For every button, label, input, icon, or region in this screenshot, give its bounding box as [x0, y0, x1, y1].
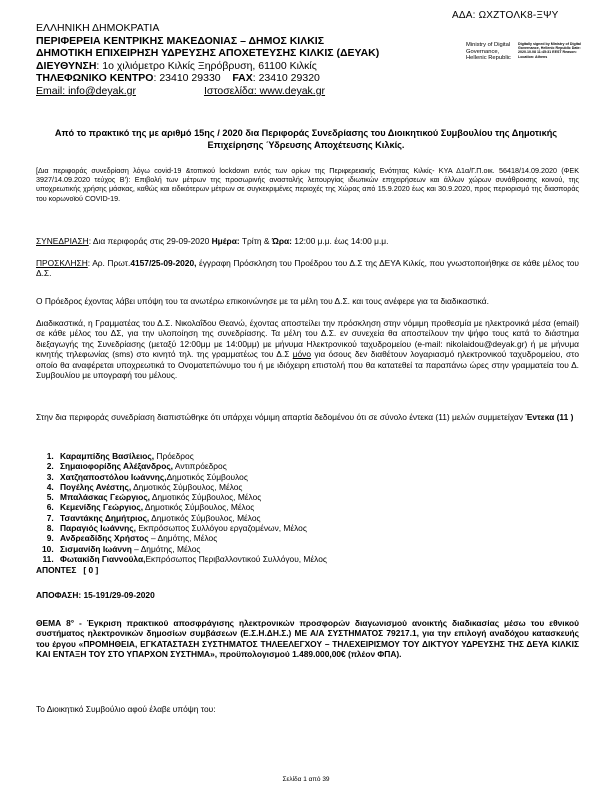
member-item: 5. Μπαλάσκας Γεώργιος, Δημοτικός Σύμβουλος, Μέλος: [56, 492, 327, 502]
member-item: 10. Σισμανίδη Ιωάννη – Δημότης, Μέλος: [56, 544, 327, 554]
document-title: Από το πρακτικό της με αριθμό 15ης / 2020 δια Περιφοράς Συνεδρίασης του Διοικητικού Συμβουλίου της Δημοτικής Επιχείρησης Ύδρευσης Αποχέτευσης Κιλκίς.: [54, 128, 558, 150]
letterhead-contact: [36, 85, 376, 98]
paragraph-procedure: Διαδικαστικά, η Γραμματέας του Δ.Σ. Νικολαΐδου Θεανώ, έχοντας αποστείλει την πρόσκληση στην νόμιμη προθεσμία με ηλεκτρονικά μέσα (email) σε κάθε μέλος του ΔΣ, για την υλοποίηση της συνεδρίασης. Τα μέλη του Δ.Σ. εν συνεχεία θα αποστείλουν την ψήφο τους κατά το διάστημα διεξαγωγής της Συνεδρίασης (μεταξύ 12:00μμ με 14:00μμ) με μήνυμα Ηλεκτρονικού ταχυδρομείου (e-mail: nikolaidou@deyak.gr) ή με μήνυμα κινητής τηλεφωνίας (sms) στο κινητό τηλ. της γραμματέως του Δ.Σ μόνο για όσους δεν διαθέτουν λογαριασμό ηλεκτρονικού ταχυδρομείου, στο οποίο θα αναφέρεται υποχρεωτικά το Ονοματεπώνυμο του ή με ιδιόχειρη επιστολή που θα κατατεθεί τα παραπάνω ώρες στην γραμματεία του Δ. Συμβουλίου με υπογραφή του μέλους.: [36, 318, 580, 381]
letterhead-organization: ΔΗΜΟΤΙΚΗ ΕΠΙΧΕΙΡΗΣΗ ΥΔΡΕΥΣΗΣ ΑΠΟΧΕΤΕΥΣΗΣ ΚΙΛΚΙΣ (ΔΕΥΑΚ): [36, 47, 380, 60]
letterhead-country: ΕΛΛΗΝΙΚΗ ΔΗΜΟΚΡΑΤΙΑ: [36, 22, 160, 34]
ada-code: ΑΔΑ: ΩΧΖΤΟΛΚ8-ΞΨΥ: [452, 10, 559, 21]
page-number: Σελίδα 1 από 39: [282, 776, 330, 783]
member-item: 11. Φωτακίδη Γιαννούλα,Εκπρόσωπος Περιβαλλοντικού Συλλόγου, Μέλος: [56, 554, 327, 564]
email-link[interactable]: Email: info@deyak.gr: [36, 84, 136, 97]
letterhead: [36, 22, 380, 98]
invitation-info: ΠΡΟΣΚΛΗΣΗ: Αρ. Πρωτ.4157/25-09-2020, έγγραφη Πρόσκληση του Προέδρου του Δ.Σ της ΔΕΥΑ Κιλκίς, που γνωστοποιήθηκε σε κάθε μέλος του Δ.Σ.: [36, 258, 580, 279]
member-item: 8. Παραγιός Ιωάννης, Εκπρόσωπος Συλλόγου εργαζομένων, Μέλος: [56, 523, 327, 533]
intro-note: [Δια περιφοράς συνεδρίαση λόγω covid-19 &τοπικού lockdown εντός των ορίων της Περιφερειακής Ενότητας Κιλκίς- ΚΥΑ Δ1α/Γ.Π.οικ. 56418/14.09.2020 (ΦΕΚ 3927/14.09.2020 τεύχος Β'): Επιβολή των μέτρων της προσωρινής αναστολής λειτουργίας ιδιωτικών επιχειρήσεων και άλλων χώρων συνάθροισης κοινού, της υποχρεωτικής χρήσης μάσκας, καθώς και ειδικότερων μέτρων σε συγκεκριμένες περιοχές της Χώρας από 15.9.2020 έως και 30.9.2020, προς περιορισμό της διασποράς του κορωνοϊού COVID-19.: [36, 166, 579, 203]
signature-details: Digitally signed by Ministry of Digital Governance, Hellenic Republic Date: 2020.10.08 11:45:31 EEST Reason: Location: Athens: [518, 42, 581, 59]
absent-count: ΑΠΟΝΤΕΣ [ 0 ]: [36, 565, 99, 575]
website-link[interactable]: Ιστοσελίδα: www.deyak.gr: [203, 84, 326, 97]
topic-paragraph: ΘΕΜΑ 8° - Έγκριση πρακτικού αποσφράγισης ηλεκτρονικών προσφορών διαγωνισμού ανοικτής διαδικασίας μέσω του εθνικού συστήματος ηλεκτρονικών δημοσίων συμβάσεων (Ε.Σ.Η.ΔΗ.Σ.) ΜΕ Α/Α ΣΥΣΤΗΜΑΤΟΣ 79217.1, για την επιλογή αναδόχου κατασκευής του έργου «ΠΡΟΜΗΘΕΙΑ, ΕΓΚΑΤΑΣΤΑΣΗ ΣΥΣΤΗΜΑΤΟΣ ΤΗΛΕΕΛΕΓΧΟΥ – ΤΗΛΕΧΕΙΡΙΣΜΟΥ ΤΟΥ ΔΙΚΤΥΟΥ ΥΔΡΕΥΣΗΣ ΤΗΣ ΔΕΥΑ ΚΙΛΚΙΣ ΚΑΙ ΕΝΤΑΞΗ ΤΟΥ ΣΤΟ ΥΠΑΡΧΟΝ ΣΥΣΤΗΜΑ», προϋπολογισμού 1.489.000,00€ (πλέον ΦΠΑ).: [36, 618, 580, 660]
closing-line: Το Διοικητικό Συμβούλιο αφού έλαβε υπόψη του:: [36, 704, 216, 714]
member-item: 2. Σημαιοφορίδης Αλέξανδρος, Αντιπρόεδρος: [56, 461, 327, 471]
member-item: 1. Καραμπίδης Βασίλειος, Πρόεδρος: [56, 451, 327, 461]
members-list: [36, 451, 327, 564]
decision-number: ΑΠΟΦΑΣΗ: 15-191/29-09-2020: [36, 590, 155, 600]
member-item: 7. Τσαντάκης Δημήτριος, Δημοτικός Σύμβουλος, Μέλος: [56, 513, 327, 523]
letterhead-address: ΔΙΕΥΘΥΝΣΗ: 1ο χιλιόμετρο Κιλκίς Ξηρόβρυση, 61100 Κιλκίς: [36, 59, 317, 72]
quorum-paragraph: Στην δια περιφοράς συνεδρίαση διαπιστώθηκε ότι υπάρχει νόμιμη απαρτία δεδομένου ότι σε σύνολο έντεκα (11) μελών συμμετείχαν Έντεκα (11 ): [36, 412, 574, 422]
signature-issuer: Ministry of Digital Governance, Hellenic Republic: [466, 42, 511, 62]
member-item: 4. Πογέλης Ανέστης, Δημοτικός Σύμβουλος, Μέλος: [56, 482, 327, 492]
member-item: 9. Ανδρεαδίδης Χρήστος – Δημότης, Μέλος: [56, 533, 327, 543]
paragraph-president: Ο Πρόεδρος έχοντας λάβει υπόψη του τα ανωτέρω επικοινώνησε με τα μέλη του Δ.Σ. και τους ανέφερε για τα διαδικαστικά.: [36, 296, 489, 306]
member-item: 3. Χατζηαποστόλου Ιωάννης,Δημοτικός Σύμβουλος: [56, 472, 327, 482]
letterhead-phones: ΤΗΛΕΦΩΝΙΚΟ ΚΕΝΤΡΟ: 23410 29330 FAX: 23410 29320: [36, 72, 320, 85]
letterhead-region: ΠΕΡΙΦΕΡΕΙΑ ΚΕΝΤΡΙΚΗΣ ΜΑΚΕΔΟΝΙΑΣ – ΔΗΜΟΣ ΚΙΛΚΙΣ: [36, 34, 325, 47]
meeting-info: ΣΥΝΕΔΡΙΑΣΗ: Δια περιφοράς στις 29-09-2020 Ημέρα: Τρίτη & Ώρα: 12:00 μ.μ. έως 14:00 μ.μ.: [36, 236, 389, 246]
member-item: 6. Κεμενίδης Γεώργιος, Δημοτικός Σύμβουλος, Μέλος: [56, 502, 327, 512]
